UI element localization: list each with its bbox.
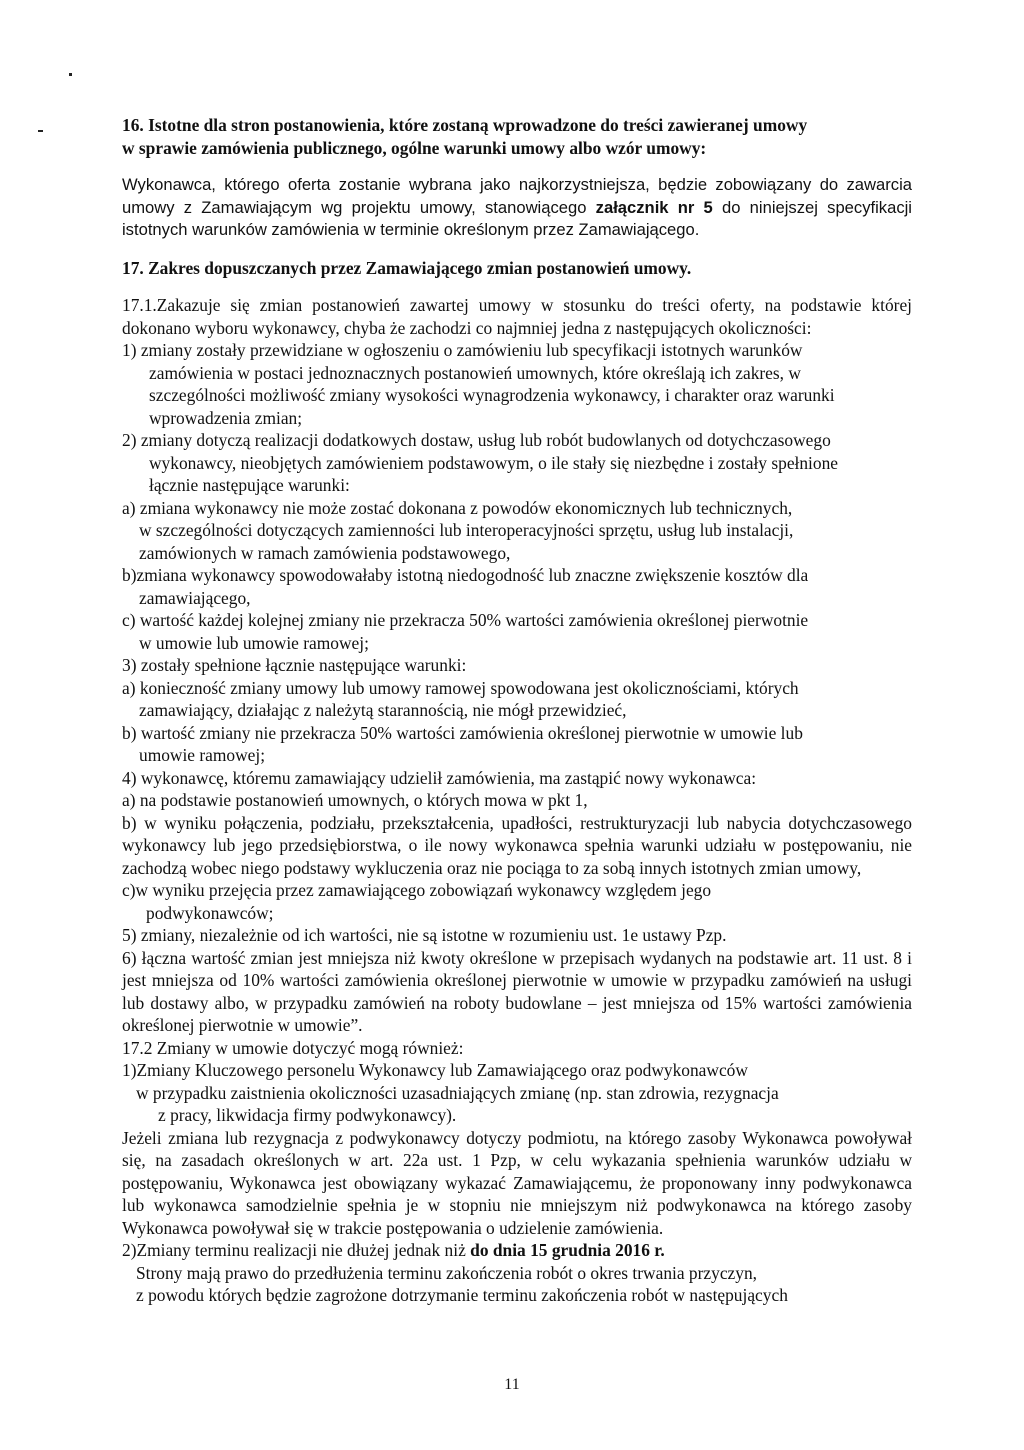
item-3b: b) wartość zmiany nie przekracza 50% wartości zamówienia określonej pierwotnie w umowie lub umowie ramowej; — [122, 722, 803, 765]
item-1: 1) zmiany zostały przewidziane w ogłoszeniu o zamówieniu lub specyfikacji istotnych warunków zamówienia w postaci jednoznacznych postanowień umownych, które określają ich zakres, w szczególności możliwość zmiany wysokości wynagrodzenia wykonawcy, i charakter oraz warunki wprowadzenia zmian; — [122, 340, 835, 428]
item-3a: a) konieczność zmiany umowy lub umowy ramowej spowodowana jest okolicznościami, których zamawiający, działając z należytą starannością, nie mógł przewidzieć, — [122, 677, 799, 720]
clause-17-2: 17.2 Zmiany w umowie dotyczyć mogą również: — [122, 1037, 464, 1058]
clause-17-1: 17.1.Zakazuje się zmian postanowień zawartej umowy w stosunku do treści oferty, na podstawie której dokonano wyboru wykonawcy, chyba że zachodzi co najmniej jedna z następujących okoliczności: — [122, 295, 912, 338]
section-17-heading: 17. Zakres dopuszczanych przez Zamawiającego zmian postanowień umowy. — [122, 257, 692, 278]
item-4: 4) wykonawcę, któremu zamawiający udzielił zamówienia, ma zastąpić nowy wykonawca: — [122, 767, 757, 788]
section-16-paragraph: Wykonawca, którego oferta zostanie wybrana jako najkorzystniejsza, będzie zobowiązany do zawarcia umowy z Zamawiającym wg projektu umowy, stanowiącego załącznik nr 5 do niniejszej specyfikacji istotnych warunków zamówienia w terminie określonym przez Zamawiającego. — [122, 175, 912, 239]
document-body — [122, 114, 912, 1307]
page-number: 11 — [504, 1376, 520, 1393]
section-16-heading: 16. Istotne dla stron postanowienia, które zostaną wprowadzone do treści zawieranej umowy w sprawie zamówienia publicznego, ogólne warunki umowy albo wzór umowy: — [122, 115, 808, 158]
item-2c: c) wartość każdej kolejnej zmiany nie przekracza 50% wartości zamówienia określonej pierwotnie w umowie lub umowie ramowej; — [122, 610, 809, 653]
item-4a: a) na podstawie postanowień umownych, o których mowa w pkt 1, — [122, 790, 588, 810]
item-2a: a) zmiana wykonawcy nie może zostać dokonana z powodów ekonomicznych lub technicznych, w szczególności dotyczących zamienności lub interoperacyjności sprzętu, usług lub instalacji, zamówionych w ramach zamówienia podstawowego, — [122, 497, 794, 563]
scan-mark — [69, 73, 72, 76]
change-1-paragraph: Jeżeli zmiana lub rezygnacja z podwykonawcy dotyczy podmiotu, na którego zasoby Wykonawca powoływał się, na zasadach określonych w art. 22a ust. 1 Pzp, w celu wykazania spełnienia warunków udziału w postępowaniu, Wykonawca jest obowiązany wykazać Zamawiającemu, że proponowany inny podwykonawca lub wykonawca samodzielnie spełnia je w stopniu nie mniejszym niż podwykonawca na którego zasoby Wykonawca powoływał się w trakcie postępowania o udzielenie zamówienia. — [122, 1127, 912, 1238]
change-2: 2)Zmiany terminu realizacji nie dłużej jednak niż do dnia 15 grudnia 2016 r. Strony mają prawo do przedłużenia terminu zakończenia robót o okres trwania przyczyn, z powodu których będzie zagrożone dotrzymanie terminu zakończenia robót w następujących — [122, 1240, 788, 1305]
scan-mark — [38, 130, 43, 132]
item-2b: b)zmiana wykonawcy spowodowałaby istotną niedogodność lub znaczne zwiększenie kosztów dla zamawiającego, — [122, 565, 809, 608]
change-1: 1)Zmiany Kluczowego personelu Wykonawcy lub Zamawiającego oraz podwykonawców w przypadku zaistnienia okoliczności uzasadniających zmianę (np. stan zdrowia, rezygnacja z pracy, likwidacja firmy podwykonawcy). — [122, 1060, 779, 1125]
deadline-date: do dnia 15 grudnia 2016 r. — [470, 1240, 665, 1260]
item-2: 2) zmiany dotyczą realizacji dodatkowych dostaw, usług lub robót budowlanych od dotychczasowego wykonawcy, nieobjętych zamówieniem podstawowym, o ile stały się niezbędne i zostały spełnione łącznie następujące warunki: — [122, 430, 839, 495]
item-6: 6) łączna wartość zmian jest mniejsza niż kwoty określone w przepisach wydanych na podstawie art. 11 ust. 8 i jest mniejsza od 10% wartości zamówienia określonej pierwotnie w umowie w przypadku zamówień na usługi lub dostawy albo, w przypadku zamówień na roboty budowlane – jest mniejsza od 15% wartości zamówienia określonej pierwotnie w umowie”. — [122, 947, 912, 1035]
item-3: 3) zostały spełnione łącznie następujące warunki: — [122, 655, 467, 675]
attachment-reference: załącznik nr 5 — [595, 197, 713, 217]
item-4b: b) w wyniku połączenia, podziału, przekształcenia, upadłości, restrukturyzacji lub nabycia dotychczasowego wykonawcy lub jego przedsiębiorstwa, o ile nowy wykonawca spełnia warunki udziału w postępowaniu, nie zachodzą wobec niego podstawy wykluczenia oraz nie pociąga to za sobą innych istotnych zmian umowy, — [122, 812, 912, 878]
item-5: 5) zmiany, niezależnie od ich wartości, nie są istotne w rozumieniu ust. 1e ustawy Pzp. — [122, 925, 727, 945]
item-4c: c)w wyniku przejęcia przez zamawiającego zobowiązań wykonawcy względem jego podwykonawców; — [122, 880, 712, 923]
